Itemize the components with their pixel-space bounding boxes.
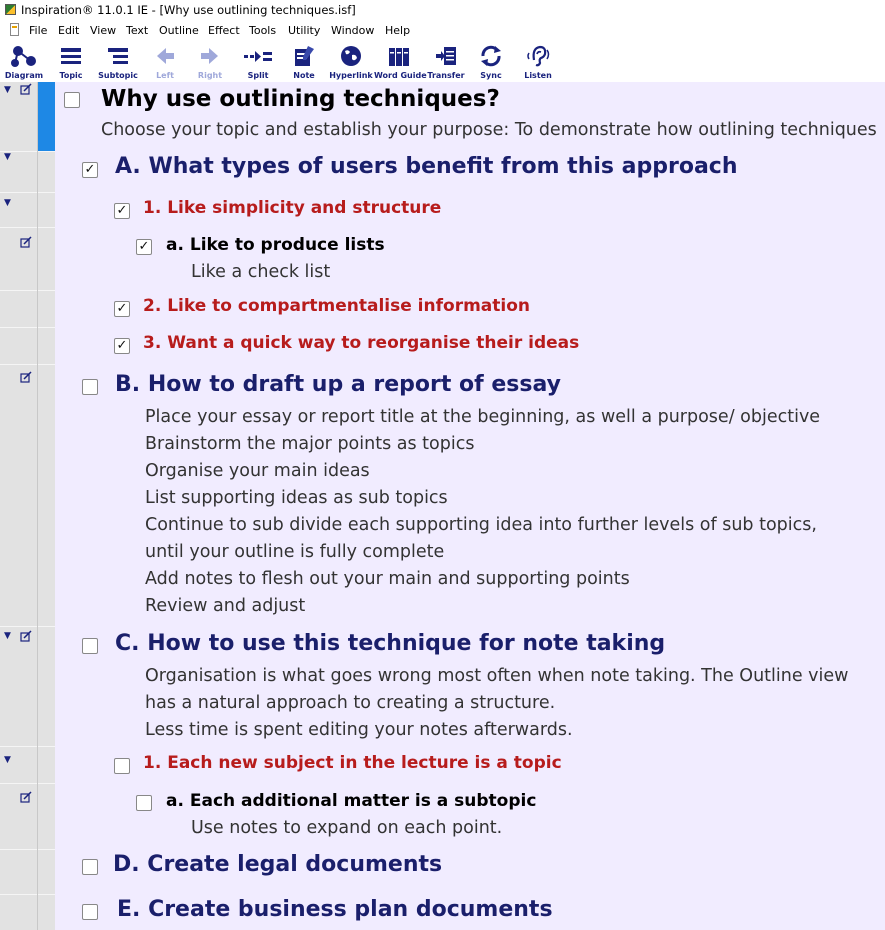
menu-utility[interactable]: Utility [288, 24, 321, 37]
transfer-icon [434, 44, 458, 68]
subtopic-a1-checkbox[interactable]: ✓ [114, 203, 130, 219]
gutter-row-divider [0, 290, 55, 291]
note-button[interactable]: Note [288, 40, 320, 82]
topic-b-note-line[interactable]: List supporting ideas as sub topics [145, 488, 448, 508]
menu-tools[interactable]: Tools [249, 24, 277, 37]
topic-c-note-line[interactable]: has a natural approach to creating a structure. [145, 693, 556, 713]
gutter-row-divider [0, 894, 55, 895]
subtopic-a1a[interactable] [166, 235, 385, 255]
subtopic-c1a-prefix: a. [166, 791, 184, 811]
collapse-triangle-icon[interactable]: ▼ [4, 85, 11, 95]
collapse-triangle-icon[interactable]: ▼ [4, 152, 11, 162]
subtopic-c1a-checkbox[interactable] [136, 795, 152, 811]
topic-e[interactable] [117, 897, 553, 922]
gutter-divider [37, 82, 38, 930]
note-marker-icon[interactable] [20, 791, 32, 803]
topic-c-title: How to use this technique for note taking [147, 631, 666, 656]
gutter-row-divider [0, 327, 55, 328]
arrow-right-icon [198, 44, 222, 68]
listen-button[interactable]: Listen [520, 40, 556, 82]
topic-e-checkbox[interactable] [82, 904, 98, 920]
gutter-row-divider [0, 192, 55, 193]
subtopic-a2-prefix: 2. [143, 296, 162, 316]
menu-edit[interactable]: Edit [58, 24, 80, 37]
right-button[interactable]: Right [193, 40, 227, 82]
gutter-row-divider [0, 746, 55, 747]
topic-b-note-line[interactable]: until your outline is fully complete [145, 542, 445, 562]
subtopic-c1-checkbox[interactable] [114, 758, 130, 774]
note-marker-icon[interactable] [20, 236, 32, 248]
subtopic-a3-prefix: 3. [143, 333, 162, 353]
subtopic-a2-checkbox[interactable]: ✓ [114, 301, 130, 317]
subtopic-a3-title: Want a quick way to reorganise their ideas [167, 333, 580, 353]
topic-button[interactable]: Topic [52, 40, 90, 82]
menu-view[interactable]: View [90, 24, 117, 37]
subtopic-a3[interactable] [143, 333, 579, 353]
note-marker-icon[interactable] [20, 630, 32, 642]
subtopic-c1a-title: Each additional matter is a subtopic [189, 791, 537, 811]
topic-b-note-line[interactable]: Add notes to flesh out your main and supporting points [145, 569, 630, 589]
window-title: Inspiration® 11.0.1 IE - [Why use outlining techniques.isf] [21, 3, 356, 17]
subtopic-c1a[interactable] [166, 791, 536, 811]
topic-d[interactable] [113, 852, 442, 877]
topic-a-title: What types of users benefit from this approach [148, 154, 738, 179]
main-idea-checkbox[interactable] [64, 92, 80, 108]
topic-e-title: Create business plan documents [148, 897, 553, 922]
note-icon [292, 44, 316, 68]
app-icon [5, 4, 16, 15]
menu-bar [0, 21, 885, 40]
topic-icon [59, 44, 83, 68]
word-guide-icon [387, 44, 411, 68]
subtopic-a1-prefix: 1. [143, 198, 162, 218]
menu-effect[interactable]: Effect [208, 24, 240, 37]
topic-a-checkbox[interactable]: ✓ [82, 162, 98, 178]
topic-b-title: How to draft up a report of essay [147, 372, 561, 397]
gutter-row-divider [0, 227, 55, 228]
topic-b-note-line[interactable]: Continue to sub divide each supporting idea into further levels of sub topics, [145, 515, 817, 535]
sync-button[interactable]: Sync [475, 40, 507, 82]
subtopic-a1a-prefix: a. [166, 235, 184, 255]
subtopic-a1a-checkbox[interactable]: ✓ [136, 239, 152, 255]
transfer-button[interactable]: Transfer [426, 40, 466, 82]
subtopic-c1-title: Each new subject in the lecture is a topic [167, 753, 562, 773]
title-bar [0, 0, 885, 21]
collapse-triangle-icon[interactable]: ▼ [4, 631, 11, 641]
topic-d-prefix: D. [113, 852, 140, 877]
topic-b-checkbox[interactable] [82, 379, 98, 395]
menu-help[interactable]: Help [385, 24, 411, 37]
menu-window[interactable]: Window [331, 24, 375, 37]
topic-c-note-line[interactable]: Less time is spent editing your notes afterwards. [145, 720, 573, 740]
topic-b-note-line[interactable]: Place your essay or report title at the beginning, as well a purpose/ objective [145, 407, 821, 427]
subtopic-icon [106, 44, 130, 68]
topic-b-note-line[interactable]: Brainstorm the major points as topics [145, 434, 475, 454]
split-button[interactable]: Split [240, 40, 276, 82]
topic-d-title: Create legal documents [147, 852, 443, 877]
subtopic-c1-prefix: 1. [143, 753, 162, 773]
gutter-row-divider [0, 783, 55, 784]
gutter-row-divider [0, 626, 55, 627]
topic-c-checkbox[interactable] [82, 638, 98, 654]
word-guide-button[interactable]: Word Guide [374, 40, 424, 82]
topic-b-prefix: B. [115, 372, 141, 397]
selection-indicator [38, 82, 55, 151]
topic-b[interactable] [115, 372, 561, 397]
topic-a-prefix: A. [115, 154, 141, 179]
collapse-triangle-icon[interactable]: ▼ [4, 755, 11, 765]
subtopic-a1[interactable] [143, 198, 441, 218]
topic-c[interactable] [115, 631, 665, 656]
gutter-row-divider [0, 849, 55, 850]
menu-text[interactable]: Text [126, 24, 149, 37]
subtopic-a1a-title: Like to produce lists [189, 235, 385, 255]
topic-a[interactable] [115, 154, 738, 179]
main-idea-title[interactable]: Why use outlining techniques? [101, 86, 500, 112]
subtopic-a2-title: Like to compartmentalise information [167, 296, 530, 316]
subtopic-a2[interactable] [143, 296, 530, 316]
outline-document[interactable] [55, 82, 885, 930]
subtopic-button[interactable]: Subtopic [96, 40, 140, 82]
subtopic-c1[interactable] [143, 753, 562, 773]
arrow-left-icon [153, 44, 177, 68]
subtopic-a1a-note[interactable]: Like a check list [191, 262, 331, 282]
main-idea-note[interactable]: Choose your topic and establish your purpose: To demonstrate how outlining techniques [101, 120, 877, 140]
topic-c-prefix: C. [115, 631, 140, 656]
topic-b-note-line[interactable]: Organise your main ideas [145, 461, 370, 481]
diagram-icon [9, 44, 39, 68]
listen-icon [526, 44, 550, 68]
globe-icon [339, 44, 363, 68]
sync-icon [479, 44, 503, 68]
collapse-triangle-icon[interactable]: ▼ [4, 198, 11, 208]
toolbar [0, 40, 885, 83]
hyperlink-button[interactable]: Hyperlink [329, 40, 373, 82]
topic-c-note-line[interactable]: Organisation is what goes wrong most often when note taking. The Outline view [145, 666, 849, 686]
subtopic-a3-checkbox[interactable]: ✓ [114, 338, 130, 354]
gutter-row-divider [0, 364, 55, 365]
note-marker-icon[interactable] [20, 371, 32, 383]
diagram-button[interactable]: Diagram [2, 40, 46, 82]
split-icon [243, 44, 273, 68]
topic-b-note-line[interactable]: Review and adjust [145, 596, 306, 616]
left-button[interactable]: Left [148, 40, 182, 82]
menu-outline[interactable]: Outline [159, 24, 199, 37]
note-marker-icon[interactable] [20, 83, 32, 95]
menu-file[interactable]: File [29, 24, 48, 37]
topic-e-prefix: E. [117, 897, 141, 922]
subtopic-c1a-note[interactable]: Use notes to expand on each point. [191, 818, 503, 838]
subtopic-a1-title: Like simplicity and structure [167, 198, 442, 218]
topic-d-checkbox[interactable] [82, 859, 98, 875]
document-icon[interactable] [10, 23, 19, 36]
